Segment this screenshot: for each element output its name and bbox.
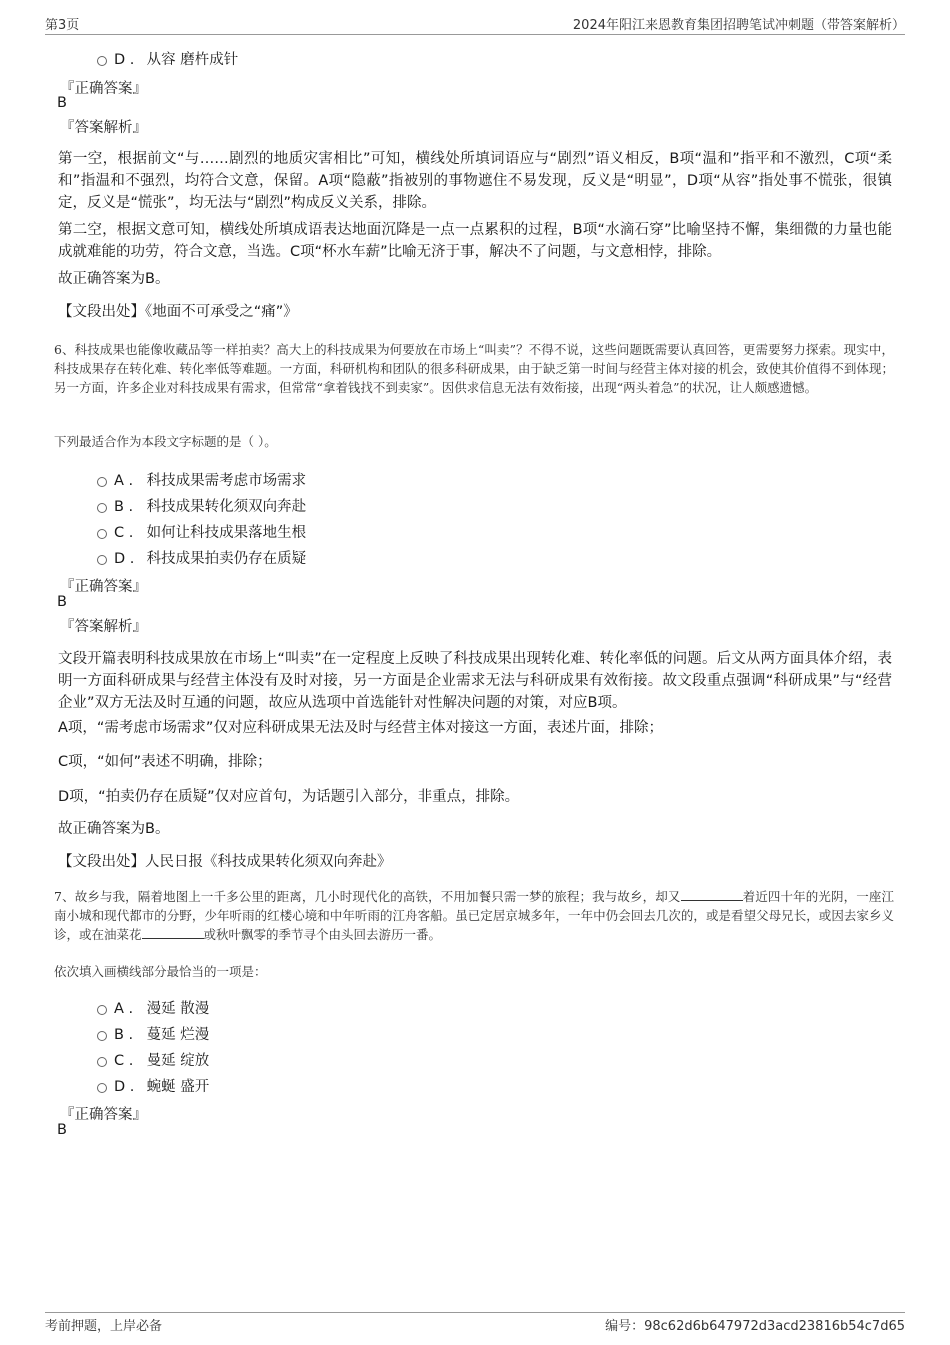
q7-question: 依次填入画横线部分最恰当的一项是： <box>54 964 267 979</box>
q5-option-d[interactable]: D . 从容 磨杵成针 <box>97 48 238 69</box>
q5-analysis-p2: 第二空，根据文意可知，横线处所填成语表达地面沉降是一点一点累积的过程，B项“水滴石穿”比喻坚持不懈，集细微的力量也能成就难能的功劳，符合文意，当选。C项“杯水车薪”比喻无济于事，解决不了问题，与文意相悖，排除。 <box>58 222 892 260</box>
q7-option-d[interactable]: D . 蜿蜒 盛开 <box>97 1075 209 1096</box>
q6-analysis-p3: C项，“如何”表述不明确，排除； <box>58 754 272 770</box>
q6-option-c[interactable]: C . 如何让科技成果落地生根 <box>97 521 306 542</box>
q7-option-b[interactable]: B . 蔓延 烂漫 <box>97 1023 209 1044</box>
radio-icon[interactable] <box>97 1083 107 1093</box>
q5-analysis-p1: 第一空，根据前文“与……剧烈的地质灾害相比”可知，横线处所填词语应与“剧烈”语义相反，B项“温和”指平和不激烈，C项“柔和”指温和不强烈，均符合文意，保留。A项“隐蔽”指被别的事物遮住不易发现，反义是“明显”，D项“从容”指处事不慌张，很镇定，反义是“慌张”，均无法与“剧烈”构成反义关系，排除。 <box>58 151 892 211</box>
q5-answer: B <box>57 95 67 111</box>
footer-slogan: 考前押题，上岸必备 <box>45 1319 163 1334</box>
q6-analysis-label: 『答案解析』 <box>60 619 147 635</box>
document-title: 2024年阳江来恩教育集团招聘笔试冲刺题（带答案解析） <box>572 18 905 33</box>
q7-answer-label: 『正确答案』 <box>60 1107 147 1123</box>
radio-icon[interactable] <box>97 529 107 539</box>
q6-option-b[interactable]: B . 科技成果转化须双向奔赴 <box>97 495 306 516</box>
q6-analysis-p2: A项，“需考虑市场需求”仅对应科研成果无法及时与经营主体对接这一方面，表述片面，排除； <box>58 720 663 736</box>
page-header <box>45 14 905 35</box>
q7-option-c[interactable]: C . 曼延 绽放 <box>97 1049 209 1070</box>
radio-icon[interactable] <box>97 555 107 565</box>
q7-stem: 7、故乡与我，隔着地图上一千多公里的距离，几小时现代化的高铁，不用加餐只需一梦的旅程；我与故乡，却又 着近四十年的光阴，一座江南小城和现代都市的分野，少年听雨的红楼心境和中年听雨的江舟客船。虽已定居京城多年，一年中仍会回去几次的，或是看望父母兄长，或因去家乡义诊，或在油菜花 或秋叶飘零的季节寻个由头回去游历一番。 <box>54 889 894 942</box>
q6-option-a[interactable]: A . 科技成果需考虑市场需求 <box>97 469 306 490</box>
radio-icon[interactable] <box>97 1057 107 1067</box>
fill-blank-2[interactable] <box>142 926 204 939</box>
q6-answer-label: 『正确答案』 <box>60 579 147 595</box>
document-id: 编号：98c62d6b647972d3acd23816b54c7d65 <box>605 1319 905 1334</box>
q7-answer: B <box>57 1122 67 1138</box>
q5-analysis-p3: 故正确答案为B。 <box>58 271 170 287</box>
radio-icon[interactable] <box>97 56 107 66</box>
q6-analysis-p5: 故正确答案为B。 <box>58 821 170 837</box>
radio-icon[interactable] <box>97 503 107 513</box>
q6-stem: 6、科技成果也能像收藏品等一样拍卖？高大上的科技成果为何要放在市场上“叫卖”？不得不说，这些问题既需要认真回答，更需要努力探索。现实中，科技成果存在转化难、转化率低等难题。一方面，科研机构和团队的很多科研成果，由于缺乏第一时间与经营主体对接的机会，致使其价值得不到体现；另一方面，许多企业对科技成果有需求，但常常“拿着钱找不到卖家”。因供求信息无法有效衔接，出现“两头着急”的状况，让人颇感遗憾。 <box>54 342 894 395</box>
page-number: 第3页 <box>45 18 80 33</box>
q6-source: 【文段出处】人民日报《科技成果转化须双向奔赴》 <box>58 854 392 870</box>
q6-analysis-p4: D项，“拍卖仍存在质疑”仅对应首句，为话题引入部分，非重点，排除。 <box>58 789 520 805</box>
q6-question: 下列最适合作为本段文字标题的是（ ）。 <box>54 434 277 449</box>
q7-option-a[interactable]: A . 漫延 散漫 <box>97 997 209 1018</box>
q5-analysis-label: 『答案解析』 <box>60 120 147 136</box>
radio-icon[interactable] <box>97 1031 107 1041</box>
radio-icon[interactable] <box>97 477 107 487</box>
q5-source: 【文段出处】《地面不可承受之“痛”》 <box>58 304 298 320</box>
q6-analysis-p1: 文段开篇表明科技成果放在市场上“叫卖”在一定程度上反映了科技成果出现转化难、转化率低的问题。后文从两方面具体介绍，表明一方面科研成果与经营主体没有及时对接，另一方面是企业需求无法与科研成果有效衔接。故文段重点强调“科研成果”与“经营企业”双方无法及时互通的问题，故应从选项中首选能针对性解决问题的对策，对应B项。 <box>58 651 892 711</box>
q6-option-d[interactable]: D . 科技成果拍卖仍存在质疑 <box>97 547 306 568</box>
radio-icon[interactable] <box>97 1005 107 1015</box>
page-footer <box>45 1312 905 1333</box>
fill-blank-1[interactable] <box>681 888 743 901</box>
q5-answer-label: 『正确答案』 <box>60 81 147 97</box>
q6-answer: B <box>57 594 67 610</box>
